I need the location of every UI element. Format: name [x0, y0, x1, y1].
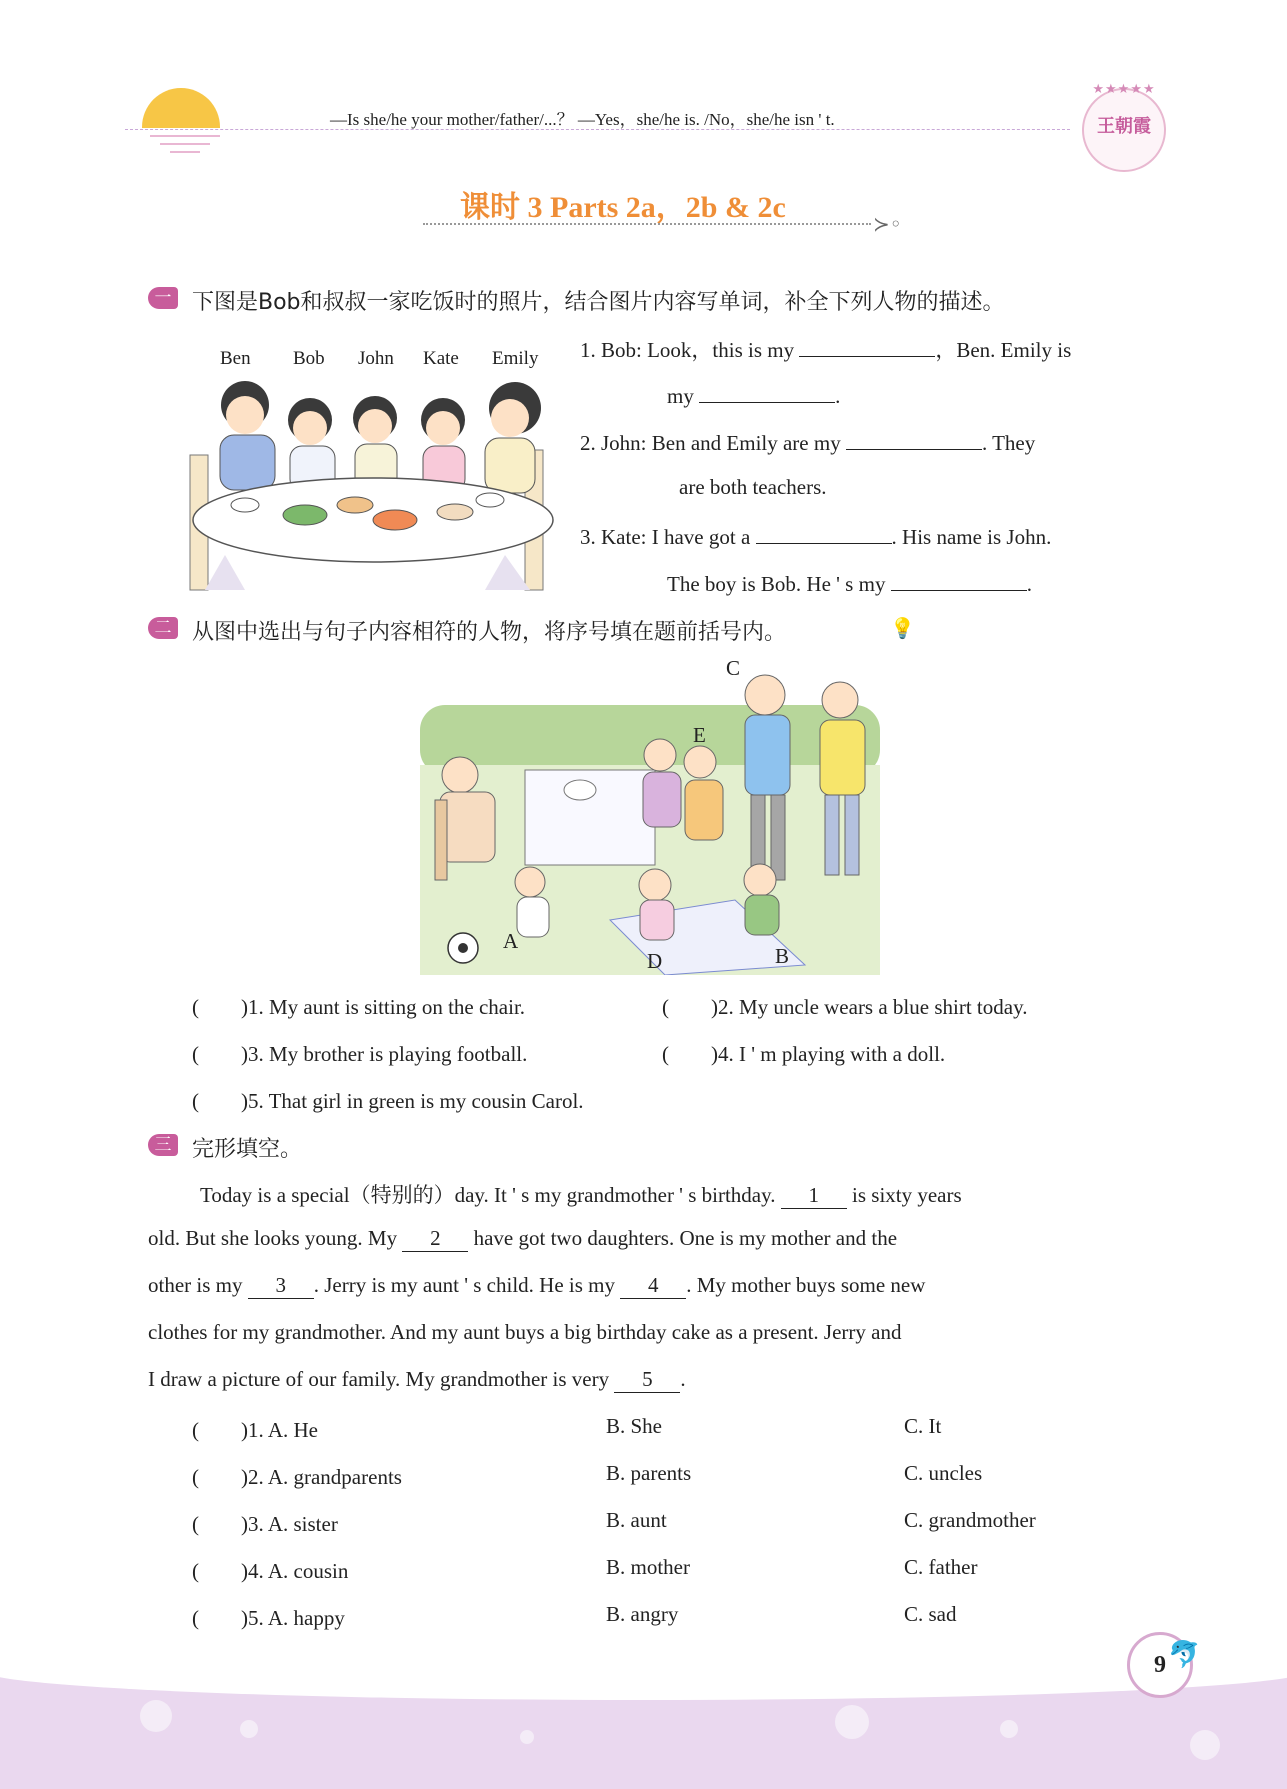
picnic-label-c: C — [726, 656, 741, 680]
cloze-text-5b: . — [680, 1367, 686, 1391]
name-label-john: John — [358, 348, 394, 369]
dinner-illustration — [185, 340, 555, 595]
cloze-text-1a: Today is a special（特别的）day. It ' s my grandmother ' s birthday. — [200, 1183, 776, 1207]
option-q3: ( )3. A. sister — [192, 1512, 338, 1536]
s1-q1-text-d: . — [835, 384, 841, 408]
name-label-ben: Ben — [220, 348, 251, 369]
cloze-blank-3[interactable]: 3 — [248, 1273, 314, 1299]
option-q2-c: C. uncles — [904, 1461, 983, 1485]
s1-q3-text-b: . His name is John. — [891, 525, 1052, 549]
cloze-blank-4[interactable]: 4 — [620, 1273, 686, 1299]
header-pattern: —Is she/he your mother/father/...？ —Yes，she/he is. /No，she/he isn ' t. — [330, 110, 835, 129]
cloze-blank-1[interactable]: 1 — [781, 1183, 847, 1209]
logo-text: 王朝霞 — [1097, 116, 1151, 137]
cloze-blank-5[interactable]: 5 — [614, 1367, 680, 1393]
publisher-logo — [1082, 82, 1166, 172]
option-q4: ( )4. A. cousin — [192, 1559, 349, 1583]
cloze-text-2a: old. But she looks young. My — [148, 1226, 398, 1250]
option-q1: ( )1. A. He — [192, 1418, 318, 1442]
s2-item-3: ( )3. My brother is playing football. — [192, 1042, 528, 1066]
s1-q3-line — [580, 522, 1051, 550]
s2-item-4: ( )4. I ' m playing with a doll. — [662, 1042, 946, 1066]
section-badge-1: 一 — [148, 287, 178, 309]
s1-q3-text-a: 3. Kate: I have got a — [580, 525, 751, 549]
s1-q3-blank2[interactable] — [891, 569, 1027, 591]
s1-q1-line — [580, 334, 1071, 364]
s1-q3-blank1[interactable] — [756, 522, 892, 544]
section-3-title: 完形填空。 — [192, 1137, 303, 1162]
option-q5-b: B. angry — [606, 1602, 679, 1626]
s1-q1-blank1[interactable] — [799, 335, 935, 357]
option-q1-c: C. It — [904, 1414, 942, 1438]
page-number: 9 — [1127, 1632, 1193, 1698]
s1-q2-text-b: . They — [981, 431, 1036, 455]
s2-item-2: ( )2. My uncle wears a blue shirt today. — [662, 995, 1028, 1019]
cloze-line-4: clothes for my grandmother. And my aunt buys a big birthday cake as a present. Jerry and — [148, 1320, 902, 1344]
option-q4-c: C. father — [904, 1555, 978, 1579]
s1-q3-text-c: The boy is Bob. He ' s my — [667, 572, 886, 596]
option-q3-c: C. grandmother — [904, 1508, 1036, 1532]
section-badge-3: 三 — [148, 1134, 178, 1156]
section-badge-2: 二 — [148, 617, 178, 639]
s1-q3-line2 — [667, 569, 1032, 597]
s1-q1-text-c: my — [667, 384, 694, 408]
s2-item-5: ( )5. That girl in green is my cousin Carol. — [192, 1089, 584, 1113]
option-q2-b: B. parents — [606, 1461, 692, 1485]
s1-q1-text-a: 1. Bob: Look，this is my — [580, 338, 795, 362]
s1-q3-text-d: . — [1026, 572, 1032, 596]
cloze-line-2 — [148, 1226, 897, 1252]
s2-item-1: ( )1. My aunt is sitting on the chair. — [192, 995, 526, 1019]
stars-icon: ★★★★★ — [1092, 82, 1156, 97]
cloze-line-5 — [148, 1367, 686, 1393]
family-picnic-illustration — [415, 650, 890, 975]
option-q5-c: C. sad — [904, 1602, 957, 1626]
option-q5: ( )5. A. happy — [192, 1606, 345, 1630]
lightbulb-icon: 💡 — [890, 616, 915, 640]
option-q4-b: B. mother — [606, 1555, 690, 1579]
s1-q1-line2 — [667, 381, 840, 409]
s1-q2-line2: are both teachers. — [679, 475, 827, 499]
footer-wave — [0, 1640, 1287, 1700]
name-label-kate: Kate — [423, 348, 459, 369]
cloze-text-5a: I draw a picture of our family. My grandmother is very — [148, 1367, 610, 1391]
sun-decoration — [142, 88, 220, 128]
s1-q2-text-a: 2. John: Ben and Emily are my — [580, 431, 841, 455]
picnic-label-a: A — [503, 929, 519, 953]
option-q1-b: B. She — [606, 1414, 663, 1438]
fish-icon: ≻◦ — [873, 212, 902, 236]
cloze-text-3b: . Jerry is my aunt ' s child. He is my — [313, 1273, 615, 1297]
cloze-text-3c: . My mother buys some new — [686, 1273, 926, 1297]
cloze-text-2b: have got two daughters. One is my mother and the — [473, 1226, 898, 1250]
picnic-label-e: E — [693, 723, 706, 747]
s1-q1-text-b: ，Ben. Emily is — [935, 338, 1072, 362]
lesson-title: 课时 3 Parts 2a，2b & 2c — [460, 191, 786, 224]
name-label-bob: Bob — [293, 348, 325, 369]
picnic-label-b: B — [775, 944, 790, 968]
cloze-text-1b: is sixty years — [852, 1183, 962, 1207]
cloze-blank-2[interactable]: 2 — [402, 1226, 468, 1252]
cloze-text-3a: other is my — [148, 1273, 243, 1297]
cloze-line-1 — [200, 1179, 962, 1209]
cloze-line-3 — [148, 1273, 925, 1299]
s1-q2-blank[interactable] — [846, 428, 982, 450]
name-label-emily: Emily — [492, 348, 539, 369]
option-q2: ( )2. A. grandparents — [192, 1465, 402, 1489]
option-q3-b: B. aunt — [606, 1508, 667, 1532]
dolphin-icon: 🐬 — [1168, 1640, 1201, 1670]
section-2-title: 从图中选出与句子内容相符的人物，将序号填在题前括号内。 — [192, 620, 787, 645]
s1-q1-blank2[interactable] — [699, 381, 835, 403]
s1-q2-line — [580, 428, 1035, 456]
title-underline — [423, 223, 871, 225]
picnic-label-d: D — [647, 949, 663, 973]
section-1-title: 下图是Bob和叔叔一家吃饭时的照片，结合图片内容写单词，补全下列人物的描述。 — [192, 290, 1005, 315]
